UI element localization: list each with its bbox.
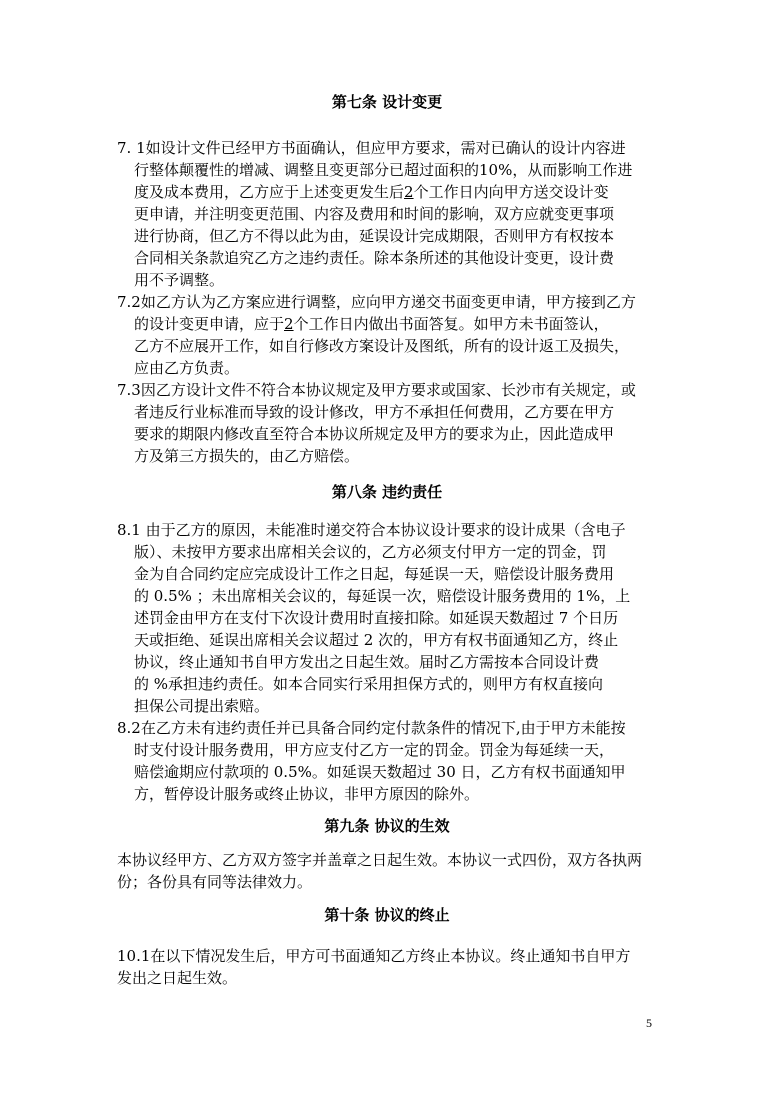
text-line: 的设计变更申请，应于2个工作日内做出书面答复。如甲方未书面签认， [134,315,609,333]
underlined-value: 2 [404,183,414,201]
text-line: 7.3因乙方设计文件不符合本协议规定及甲方要求或国家、长沙市有关规定，或 [117,381,636,399]
text-line: 金为自合同约定应完成设计工作之日起，每延误一天，赔偿设计服务费用 [134,565,615,583]
text-line: 行整体颠覆性的增减、调整且变更部分已超过面积的10%，从而影响工作进 [134,161,633,179]
text-line: 8.1 由于乙方的原因，未能准时递交符合本协议设计要求的设计成果（含电子 [117,521,626,539]
text-line: 10.1在以下情况发生后，甲方可书面通知乙方终止本协议。终止通知书自甲方 [117,947,631,965]
text-line: 7. 1如设计文件已经甲方书面确认，但应甲方要求，需对已确认的设计内容进 [117,139,626,157]
text-line: 时支付设计服务费用，甲方应支付乙方一定的罚金。罚金为每延续一天， [134,741,615,759]
text-line: 方及第三方损失的，由乙方赔偿。 [134,447,360,465]
page-number: 5 [646,1016,652,1030]
text-line: 的 0.5% ；未出席相关会议的，每延误一次，赔偿设计服务费用的 1%，上 [134,587,631,605]
text-line: 本协议经甲方、乙方双方签字并盖章之日起生效。本协议一式四份，双方各执两 [117,851,643,869]
text-line: 要求的期限内修改直至符合本协议所规定及甲方的要求为止，因此造成甲 [134,425,615,443]
text-line: 进行协商，但乙方不得以此为由，延误设计完成期限，否则甲方有权按本 [134,227,615,245]
text-line: 度及成本费用，乙方应于上述变更发生后2个工作日内向甲方送交设计变 [134,183,609,201]
text-line: 方，暂停设计服务或终止协议，非甲方原因的除外。 [134,785,480,803]
text-line: 的 %承担违约责任。如本合同实行采用担保方式的，则甲方有权直接向 [134,675,604,693]
text-line: 份；各份具有同等法律效力。 [117,873,313,891]
section-heading-8: 第八条 违约责任 [331,483,443,501]
text-line: 协议，终止通知书自甲方发出之日起生效。届时乙方需按本合同设计费 [134,653,600,671]
text-line: 天或拒绝、延误出席相关会议超过 2 次的，甲方有权书面通知乙方，终止 [134,631,619,649]
text-line: 发出之日起生效。 [117,969,238,987]
text-line: 乙方不应展开工作，如自行修改方案设计及图纸，所有的设计返工及损失， [134,337,630,355]
text-line: 版）、未按甲方要求出席相关会议的，乙方必须支付甲方一定的罚金，罚 [134,543,607,561]
text-line: 更申请，并注明变更范围、内容及费用和时间的影响，双方应就变更事项 [134,205,615,223]
text-line: 担保公司提出索赔。 [134,697,270,715]
text-line: 者违反行业标准而导致的设计修改，甲方不承担任何费用，乙方要在甲方 [134,403,615,421]
text-line: 合同相关条款追究乙方之违约责任。除本条所述的其他设计变更，设计费 [134,249,615,267]
text-line: 述罚金由甲方在支付下次设计费用时直接扣除。如延误天数超过 7 个日历 [134,609,619,627]
text-line: 赔偿逾期应付款项的 0.5%。如延误天数超过 30 日，乙方有权书面通知甲 [134,763,626,781]
section-heading-9: 第九条 协议的生效 [324,817,450,835]
text-line: 应由乙方负责。 [134,359,240,377]
underlined-value: 2 [284,315,294,333]
text-line: 7.2如乙方认为乙方案应进行调整，应向甲方递交书面变更申请，甲方接到乙方 [117,293,636,311]
text-line: 8.2在乙方未有违约责任并已具备合同约定付款条件的情况下,由于甲方未能按 [117,719,626,737]
text-line: 用不予调整。 [134,271,225,289]
section-heading-7: 第七条 设计变更 [331,93,443,111]
section-heading-10: 第十条 协议的终止 [324,906,450,924]
